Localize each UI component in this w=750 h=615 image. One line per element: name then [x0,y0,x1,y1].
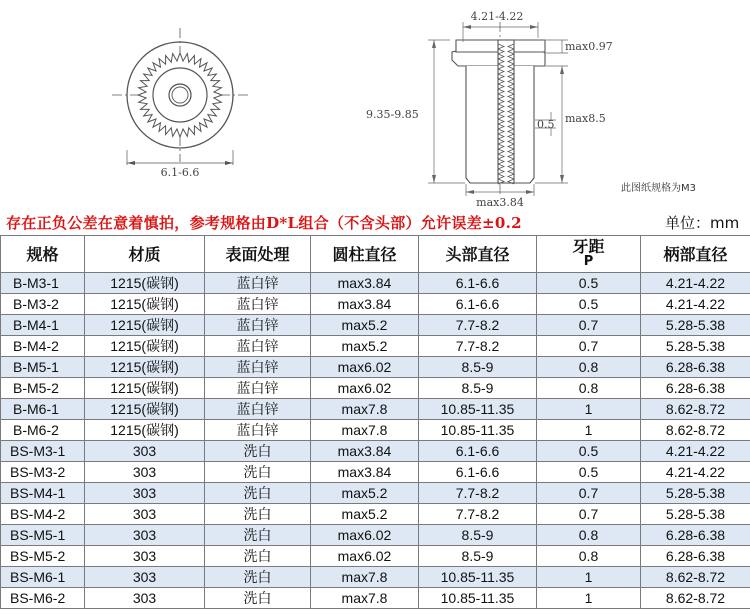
head-diameter-cell: 8.5-9 [419,357,537,378]
material-cell: 303 [85,588,205,609]
shank-diameter-cell: 6.28-6.38 [641,525,750,546]
shank-diameter-cell: 4.21-4.22 [641,294,750,315]
head-diameter-cell: 8.5-9 [419,546,537,567]
spec-cell: B-M6-2 [1,420,85,441]
material-cell: 303 [85,567,205,588]
cylinder-diameter-cell: max3.84 [311,441,419,462]
head-thickness-dim: max0.97 [565,40,613,53]
finish-cell: 蓝白锌 [205,420,311,441]
material-cell: 303 [85,441,205,462]
finish-cell: 蓝白锌 [205,336,311,357]
head-diameter-cell: 8.5-9 [419,525,537,546]
table-row [1,399,750,420]
pitch-cell: 1 [537,588,641,609]
material-cell: 303 [85,546,205,567]
body-diameter-dim: max3.84 [476,196,524,209]
material-cell: 1215(碳钢) [85,315,205,336]
finish-cell: 蓝白锌 [205,273,311,294]
material-cell: 1215(碳钢) [85,273,205,294]
head-diameter-cell: 10.85-11.35 [419,567,537,588]
chamfer-dim: 0.5 [537,118,555,131]
finish-cell: 洗白 [205,441,311,462]
cylinder-diameter-cell: max3.84 [311,273,419,294]
head-diameter-cell: 6.1-6.6 [419,273,537,294]
table-row [1,294,750,315]
spec-cell: BS-M4-2 [1,504,85,525]
head-diameter-dim: 6.1-6.6 [160,166,200,179]
head-diameter-cell: 7.7-8.2 [419,336,537,357]
table-row [1,273,750,294]
tolerance-note: 存在正负公差在意着慎拍，参考规格由D*L组合（不含头部）允许误差±0.2 [6,214,522,232]
material-cell: 1215(碳钢) [85,378,205,399]
spec-cell: B-M3-1 [1,273,85,294]
shank-diameter-cell: 5.28-5.38 [641,315,750,336]
table-row [1,483,750,504]
header-cylinder-diameter: 圆柱直径 [311,236,419,273]
knurl-ring [138,53,222,137]
drawing-spec-note: 此图纸规格为M3 [621,183,696,194]
table-row [1,504,750,525]
pitch-cell: 0.5 [537,294,641,315]
cylinder-diameter-cell: max7.8 [311,567,419,588]
material-cell: 303 [85,483,205,504]
finish-cell: 蓝白锌 [205,357,311,378]
pitch-cell: 1 [537,399,641,420]
table-row [1,441,750,462]
table-row [1,336,750,357]
spec-cell: B-M6-1 [1,399,85,420]
spec-cell: BS-M5-1 [1,525,85,546]
header-shank-diameter: 柄部直径 [641,236,750,273]
pitch-cell: 0.7 [537,483,641,504]
cylinder-diameter-cell: max6.02 [311,525,419,546]
header-pitch-symbol: P [583,254,594,269]
table-row [1,588,750,609]
shank-diameter-cell: 4.21-4.22 [641,273,750,294]
finish-cell: 洗白 [205,462,311,483]
spec-cell: B-M5-2 [1,378,85,399]
cylinder-diameter-cell: max7.8 [311,420,419,441]
body-length-dim: max8.5 [565,112,606,125]
table-row [1,567,750,588]
spec-table [0,235,750,609]
header-spec: 规格 [1,236,85,273]
shank-diameter-cell: 6.28-6.38 [641,378,750,399]
finish-cell: 蓝白锌 [205,294,311,315]
finish-cell: 蓝白锌 [205,315,311,336]
end-view [112,28,248,165]
shank-diameter-cell: 8.62-8.72 [641,420,750,441]
table-row [1,546,750,567]
technical-drawing [0,0,750,210]
pitch-cell: 0.8 [537,546,641,567]
material-cell: 1215(碳钢) [85,420,205,441]
pitch-cell: 0.5 [537,462,641,483]
shank-diameter-cell: 5.28-5.38 [641,504,750,525]
shank-diameter-cell: 6.28-6.38 [641,357,750,378]
table-row [1,315,750,336]
head-diameter-cell: 7.7-8.2 [419,504,537,525]
pitch-cell: 0.5 [537,273,641,294]
cylinder-diameter-cell: max6.02 [311,546,419,567]
pitch-cell: 1 [537,420,641,441]
spec-table-body [1,273,750,609]
finish-cell: 蓝白锌 [205,399,311,420]
pitch-cell: 0.5 [537,441,641,462]
cylinder-diameter-cell: max3.84 [311,462,419,483]
shank-diameter-cell: 5.28-5.38 [641,336,750,357]
pitch-cell: 0.8 [537,357,641,378]
head-diameter-cell: 10.85-11.35 [419,588,537,609]
pitch-cell: 1 [537,567,641,588]
pitch-cell: 0.7 [537,336,641,357]
material-cell: 1215(碳钢) [85,294,205,315]
cylinder-diameter-cell: max5.2 [311,315,419,336]
head-diameter-cell: 6.1-6.6 [419,294,537,315]
shank-diameter-cell: 5.28-5.38 [641,483,750,504]
header-head-diameter: 头部直径 [419,236,537,273]
cylinder-diameter-cell: max7.8 [311,588,419,609]
head-diameter-cell: 10.85-11.35 [419,399,537,420]
spec-cell: B-M3-2 [1,294,85,315]
shank-diameter-cell: 8.62-8.72 [641,399,750,420]
material-cell: 1215(碳钢) [85,336,205,357]
table-row [1,420,750,441]
finish-cell: 洗白 [205,504,311,525]
pitch-cell: 0.7 [537,504,641,525]
shank-diameter-cell: 4.21-4.22 [641,462,750,483]
header-pitch-label: 牙距 [572,237,605,256]
spec-cell: B-M4-2 [1,336,85,357]
head-diameter-cell: 6.1-6.6 [419,441,537,462]
spec-cell: BS-M3-1 [1,441,85,462]
table-row [1,462,750,483]
shank-diameter-cell: 6.28-6.38 [641,546,750,567]
cylinder-diameter-cell: max6.02 [311,378,419,399]
table-row [1,378,750,399]
material-cell: 303 [85,462,205,483]
material-cell: 1215(碳钢) [85,357,205,378]
material-cell: 303 [85,504,205,525]
spec-cell: BS-M3-2 [1,462,85,483]
cylinder-diameter-cell: max5.2 [311,336,419,357]
table-row [1,357,750,378]
head-diameter-cell: 7.7-8.2 [419,483,537,504]
shank-diameter-cell: 8.62-8.72 [641,567,750,588]
cylinder-diameter-cell: max6.02 [311,357,419,378]
head-diameter-cell: 10.85-11.35 [419,420,537,441]
shank-diameter-cell: 4.21-4.22 [641,441,750,462]
pitch-cell: 0.7 [537,315,641,336]
finish-cell: 洗白 [205,483,311,504]
spec-cell: B-M5-1 [1,357,85,378]
spec-cell: B-M4-1 [1,315,85,336]
head-diameter-cell: 8.5-9 [419,378,537,399]
header-material: 材质 [85,236,205,273]
cylinder-diameter-cell: max5.2 [311,483,419,504]
cylinder-diameter-cell: max7.8 [311,399,419,420]
spec-cell: BS-M6-2 [1,588,85,609]
spec-cell: BS-M6-1 [1,567,85,588]
shank-diameter-cell: 8.62-8.72 [641,588,750,609]
spec-cell: BS-M5-2 [1,546,85,567]
material-cell: 303 [85,525,205,546]
header-finish: 表面处理 [205,236,311,273]
spec-cell: BS-M4-1 [1,483,85,504]
top-width-dim: 4.21-4.22 [470,10,524,23]
header-pitch [537,236,641,273]
table-row [1,525,750,546]
head-diameter-cell: 6.1-6.6 [419,462,537,483]
finish-cell: 洗白 [205,567,311,588]
material-cell: 1215(碳钢) [85,399,205,420]
finish-cell: 洗白 [205,588,311,609]
total-length-dim: 9.35-9.85 [366,108,419,121]
pitch-cell: 0.8 [537,378,641,399]
finish-cell: 蓝白锌 [205,378,311,399]
pitch-cell: 0.8 [537,525,641,546]
cylinder-diameter-cell: max3.84 [311,294,419,315]
table-header-row [1,236,750,273]
head-diameter-cell: 7.7-8.2 [419,315,537,336]
cylinder-diameter-cell: max5.2 [311,504,419,525]
finish-cell: 洗白 [205,525,311,546]
finish-cell: 洗白 [205,546,311,567]
unit-label: 单位：mm [665,214,740,232]
